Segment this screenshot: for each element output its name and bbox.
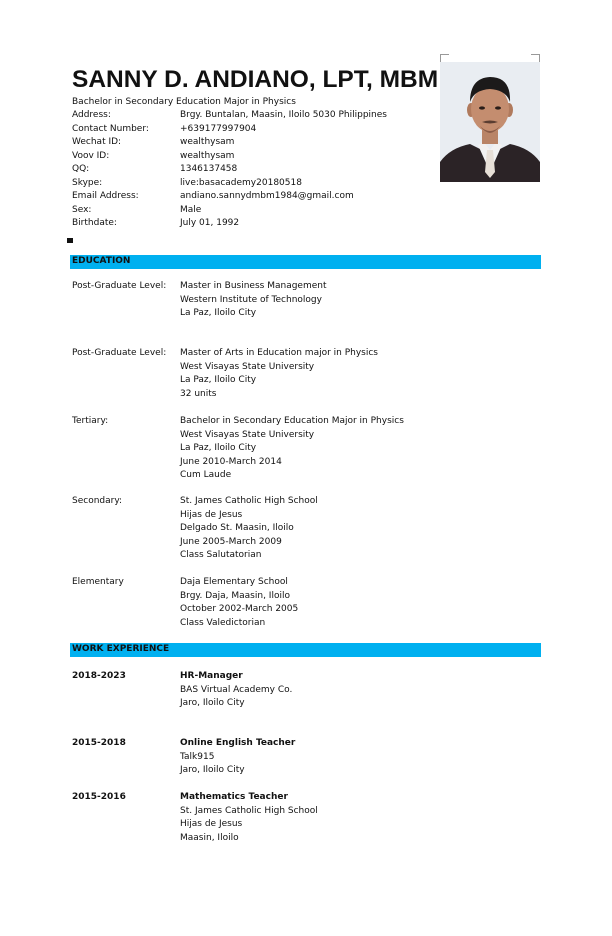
work-line: Jaro, Iloilo City [180,765,245,775]
personal-value: wealthysam [180,137,235,147]
education-level: Post-Graduate Level: [72,281,167,291]
education-line: Brgy. Daja, Maasin, Iloilo [180,590,290,601]
work-title: Online English Teacher [180,738,296,748]
education-heading: EDUCATION [72,256,131,266]
work-section-header [70,643,541,657]
work-line: St. James Catholic High School [180,805,318,816]
education-level: Elementary [72,577,124,587]
work-years: 2015-2018 [72,738,126,748]
education-line: Hijas de Jesus [180,509,243,520]
personal-label: Wechat ID: [72,137,122,147]
personal-value: Male [180,204,202,215]
personal-label: Birthdate: [72,218,117,228]
work-heading: WORK EXPERIENCE [72,644,170,654]
work-line: Hijas de Jesus [180,819,243,829]
education-line: 32 units [180,388,217,399]
personal-label: Address: [72,110,111,120]
education-line: Delgado St. Maasin, Iloilo [180,523,294,533]
work-title: HR-Manager [180,671,243,681]
education-line: June 2010-March 2014 [180,456,282,467]
personal-label: Skype: [72,177,103,188]
person-portrait-icon [440,62,540,182]
personal-label: Sex: [72,204,92,215]
personal-value: July 01, 1992 [180,218,240,228]
work-line: Jaro, Iloilo City [180,698,245,708]
personal-label: Contact Number: [72,123,149,134]
education-line: Class Valedictorian [180,617,266,628]
personal-value: Brgy. Buntalan, Maasin, Iloilo 5030 Philippines [180,110,387,120]
education-line: Daja Elementary School [180,577,288,587]
education-line: West Visayas State University [180,361,315,372]
education-line: La Paz, Iloilo City [180,308,257,318]
work-title: Mathematics Teacher [180,792,288,802]
education-line: Cum Laude [180,470,232,480]
resume-name: SANNY D. ANDIANO, LPT, MBM [72,66,439,93]
degree-subtitle: Bachelor in Secondary Education Major in Physics [72,97,296,107]
personal-label: Email Address: [72,191,139,201]
education-line: Class Salutatorian [180,550,262,560]
personal-label: QQ: [72,164,90,174]
education-line: October 2002-March 2005 [180,604,299,614]
work-years: 2018-2023 [72,671,126,681]
profile-photo [440,62,540,182]
education-line: Western Institute of Technology [180,294,322,305]
work-line: Talk915 [180,751,215,762]
work-line: BAS Virtual Academy Co. [180,684,293,695]
work-years: 2015-2016 [72,792,126,802]
profile-photo-frame [440,54,540,182]
education-line: La Paz, Iloilo City [180,375,257,385]
personal-label: Voov ID: [72,150,110,161]
education-line: West Visayas State University [180,429,315,440]
education-line: Master in Business Management [180,281,327,291]
education-line: Bachelor in Secondary Education Major in Physics [180,416,404,426]
education-line: La Paz, Iloilo City [180,443,257,453]
education-line: St. James Catholic High School [180,496,318,506]
personal-value: wealthysam [180,150,235,161]
education-level: Tertiary: [72,416,109,426]
paragraph-marker-icon [67,238,73,243]
education-level: Secondary: [72,496,123,506]
education-level: Post-Graduate Level: [72,348,167,358]
email-value[interactable]: andiano.sannydmbm1984@gmail.com [180,191,354,201]
education-line: Master of Arts in Education major in Physics [180,348,378,358]
personal-value: +639177997904 [180,123,257,134]
personal-value: live:basacademy20180518 [180,177,302,188]
education-section-header [70,255,541,269]
work-line: Maasin, Iloilo [180,832,239,843]
personal-value: 1346137458 [180,164,238,174]
education-line: June 2005-March 2009 [180,536,282,547]
